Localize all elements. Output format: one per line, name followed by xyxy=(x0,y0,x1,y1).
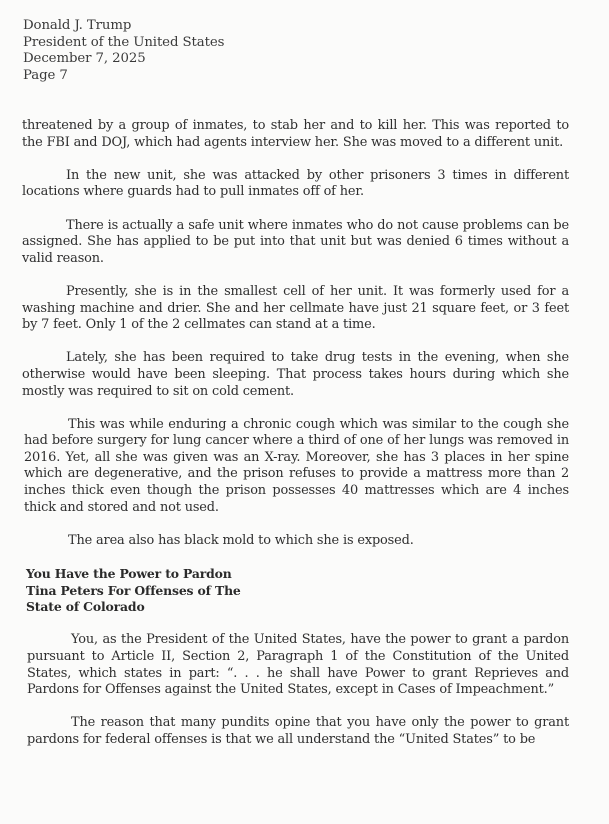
letter-body xyxy=(22,118,569,749)
body-paragraph: In the new unit, she was attacked by other prisoners 3 times in different locations where guards had to pull inmates off of her. xyxy=(22,167,569,200)
header-recipient-title: President of the United States xyxy=(23,34,225,50)
section-heading xyxy=(26,566,569,616)
section-heading-line: Tina Peters For Offenses of The xyxy=(26,582,241,598)
header-page-number: Page 7 xyxy=(23,67,68,83)
body-paragraph: The area also has black mold to which she is exposed. xyxy=(68,532,414,548)
body-paragraph: Presently, she is in the smallest cell of her unit. It was formerly used for a washing machine and drier. She and her cellmate have just 21 square feet, or 3 feet by 7 feet. Only 1 of the 2 cellmates can stand at a time. xyxy=(22,283,569,333)
body-paragraph: Lately, she has been required to take drug tests in the evening, when she otherwise would have been sleeping. That process takes hours during which she mostly was required to sit on cold cement. xyxy=(22,350,569,399)
section-paragraph: The reason that many pundits opine that you have only the power to grant pardons for federal offenses is that we all understand the “United States” to be xyxy=(27,715,569,747)
body-paragraph: threatened by a group of inmates, to stab her and to kill her. This was reported to the FBI and DOJ, which had agents interview her. She was moved to a different unit. xyxy=(22,118,569,150)
header-recipient-name: Donald J. Trump xyxy=(23,18,132,33)
section-heading-line: You Have the Power to Pardon xyxy=(26,566,232,582)
body-paragraph: There is actually a safe unit where inmates who do not cause problems can be assigned. She has applied to be put into that unit but was denied 6 times without a valid reason. xyxy=(22,217,569,266)
body-paragraph: This was while enduring a chronic cough which was similar to the cough she had before surgery for lung cancer where a third of one of her lungs was removed in 2016. Yet, all she was given was an X-ray. Moreover, she has 3 places in her spine which are degenerative, and the prison refuses to provide a mattress more than 2 inches thick even though the prison possesses 40 mattresses which are 4 inches thick and stored and not used. xyxy=(24,416,569,515)
section-heading-line: State of Colorado xyxy=(26,599,145,615)
header-date: December 7, 2025 xyxy=(23,51,146,66)
letter-header xyxy=(23,18,224,84)
section-paragraph: You, as the President of the United States, have the power to grant a pardon pursuant to Article II, Section 2, Paragraph 1 of the Constitution of the United States, which states in part: “. . . he shall have Power to grant Reprieves and Pardons for Offenses against the United States, except in Cases of Impeachment.” xyxy=(27,632,569,698)
